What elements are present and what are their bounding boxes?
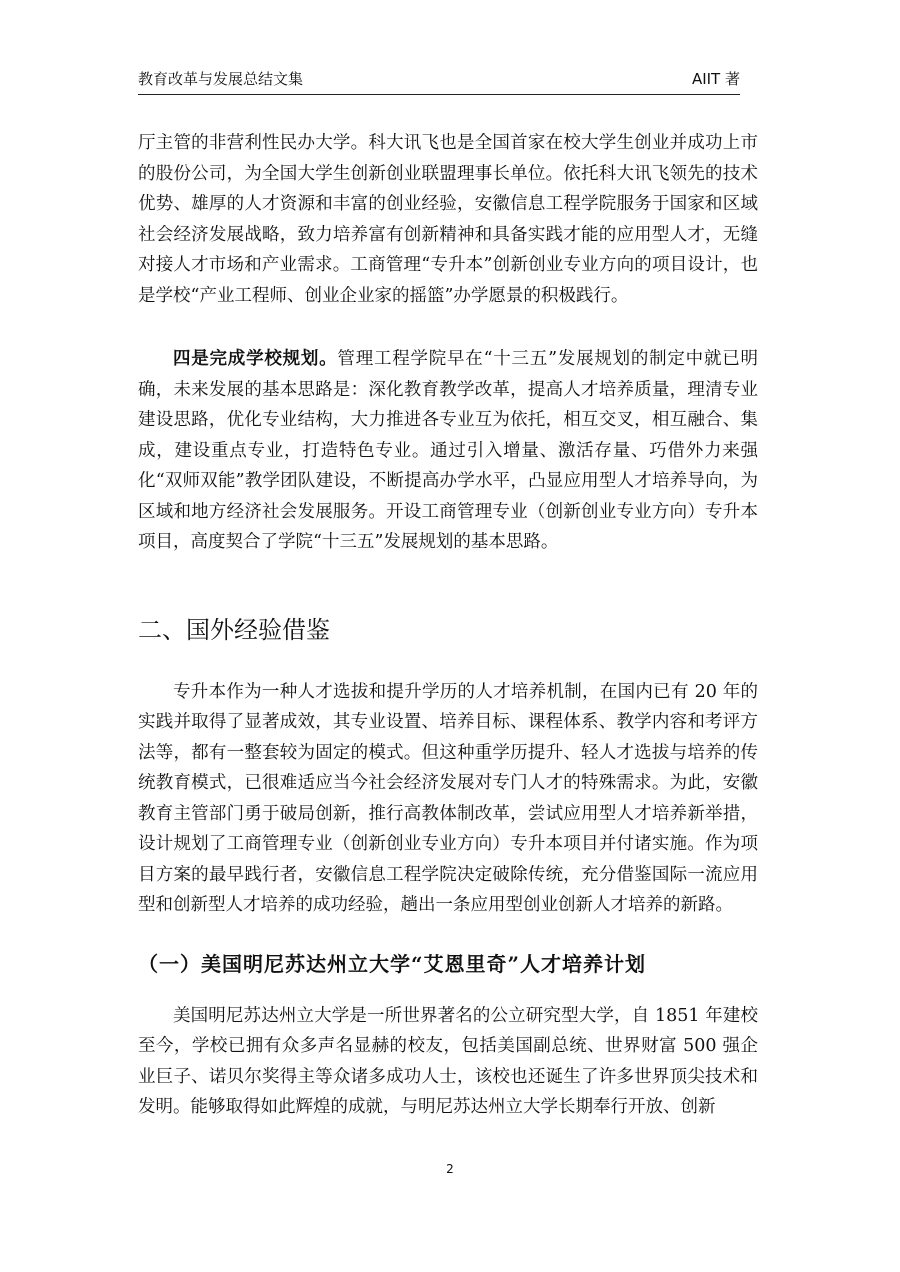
subsection-heading: （一）美国明尼苏达州立大学“艾恩里奇”人才培养计划 xyxy=(138,951,647,976)
page-number: 2 xyxy=(446,1162,454,1176)
paragraph-school-plan xyxy=(138,344,758,558)
document-author: AIIT 著 xyxy=(691,70,740,88)
page-header xyxy=(138,66,740,95)
paragraph-continuation: 厅主管的非营利性民办大学。科大讯飞也是全国首家在校大学生创业并成功上市的股份公司，为全国大学生创新创业联盟理事长单位。依托科大讯飞领先的技术优势、雄厚的人才资源和丰富的创业经验，安徽信息工程学院服务于国家和区域社会经济发展战略，致力培养富有创新精神和具备实践才能的应用型人才，无缝对接人才市场和产业需求。工商管理“专升本”创新创业专业方向的项目设计，也是学校“产业工程师、创业企业家的摇篮”办学愿景的积极践行。 xyxy=(138,133,758,306)
document-title: 教育改革与发展总结文集 xyxy=(138,70,304,88)
paragraph-text: 管理工程学院早在“十三五”发展规划的制定中就已明确，未来发展的基本思路是：深化教育教学改革，提高人才培养质量，理清专业建设思路，优化专业结构，大力推进各专业互为依托，相互交叉，相互融合、集成，建设重点专业，打造特色专业。通过引入增量、激活存量、巧借外力来强化“双师双能”教学团队建设，不断提高办学水平，凸显应用型人才培养导向，为区域和地方经济社会发展服务。开设工商管理专业（创新创业专业方向）专升本项目，高度契合了学院“十三五”发展规划的基本思路。 xyxy=(138,349,758,552)
paragraph-minnesota: 美国明尼苏达州立大学是一所世界著名的公立研究型大学，自 1851 年建校至今，学校已拥有众多声名显赫的校友，包括美国副总统、世界财富 500 强企业巨子、诺贝尔奖得主等众诸多成功人士，该校也还诞生了许多世界顶尖技术和发明。能够取得如此辉煌的成就，与明尼苏达州立大学长期奉行开放、创新 xyxy=(138,1005,758,1117)
page-body xyxy=(138,128,758,1123)
paragraph-lead: 四是完成学校规划。 xyxy=(173,349,338,369)
section-heading: 二、国外经验借鉴 xyxy=(138,615,330,644)
paragraph-intro: 专升本作为一种人才选拔和提升学历的人才培养机制，在国内已有 20 年的实践并取得了显著成效，其专业设置、培养目标、课程体系、教学内容和考评方法等，都有一整套较为固定的模式。但这种重学历提升、轻人才选拔与培养的传统教育模式，已很难适应当今社会经济发展对专门人才的特殊需求。为此，安徽教育主管部门勇于破局创新，推行高教体制改革，尝试应用型人才培养新举措，设计规划了工商管理专业（创新创业专业方向）专升本项目并付诸实施。作为项目方案的最早践行者，安徽信息工程学院决定破除传统，充分借鉴国际一流应用型和创新型人才培养的成功经验，趟出一条应用型创业创新人才培养的新路。 xyxy=(138,681,758,915)
